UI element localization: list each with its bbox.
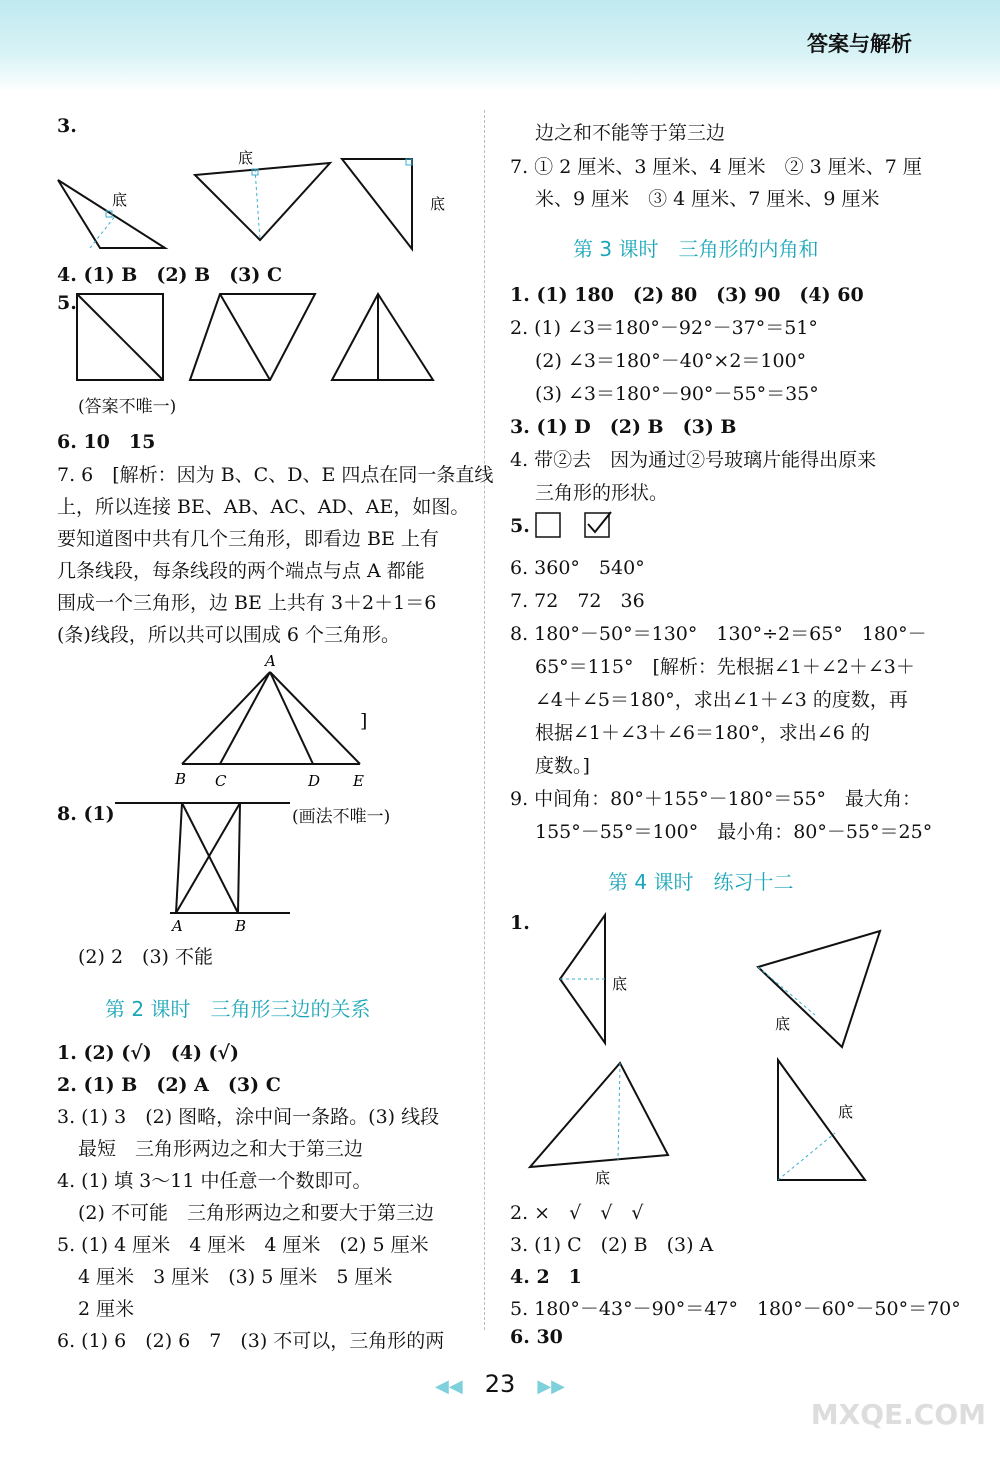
l3-item-8b: 65°＝115° [解析：先根据∠1＋∠2＋∠3＋	[535, 656, 915, 678]
l2-item-6: 6. (1) 6 (2) 6 7 (3) 不可以，三角形的两	[57, 1330, 445, 1352]
item-4: 4. (1) B (2) B (3) C	[57, 264, 283, 286]
l4-item-1: 1.	[510, 912, 530, 934]
l3-item-4-cont: 三角形的形状。	[535, 482, 669, 504]
l2-item-4: 4. (1) 填 3～11 中任意一个数即可。	[57, 1170, 372, 1192]
l3-item-6: 6. 360° 540°	[510, 557, 645, 579]
l4-item-3: 3. (1) C (2) B (3) A	[510, 1234, 714, 1256]
l3-item-2b: (2) ∠3＝180°－40°×2＝100°	[535, 350, 807, 372]
q5-shapes-figure	[75, 290, 440, 385]
l4-item-5: 5. 180°－43°－90°＝47° 180°－60°－50°＝70°	[510, 1298, 961, 1320]
next-arrows-icon: ▶▶	[537, 1376, 565, 1397]
label-B: B	[175, 770, 187, 788]
l4-label-di-3: 底	[595, 1169, 611, 1187]
watermark: MXQE.COM	[810, 1398, 986, 1431]
q7-triangle-figure	[165, 652, 380, 792]
item-5: 5.	[57, 292, 77, 314]
l2-item-1: 1. (2) (√) (4) (√)	[57, 1042, 240, 1064]
l2-item-2: 2. (1) B (2) A (3) C	[57, 1074, 281, 1096]
l4-label-di-1: 底	[612, 975, 628, 993]
l2-item-4-cont: (2) 不可能 三角形两边之和要大于第三边	[78, 1202, 434, 1224]
l3-item-8d: 根据∠1＋∠3＋∠6＝180°，求出∠6 的	[535, 722, 870, 744]
item-7-bracket: ]	[360, 710, 368, 732]
l4-q1-triangles	[520, 905, 920, 1200]
item-7-line2: 上，所以连接 BE、AB、AC、AD、AE，如图。	[57, 496, 470, 518]
l3-item-9: 9. 中间角：80°＋155°－180°＝55° 最大角：	[510, 788, 922, 810]
drawing-note: (画法不唯一)	[292, 807, 391, 827]
l4-item-6: 6. 30	[510, 1326, 563, 1348]
r-item-7-cont: 米、9 厘米 ③ 4 厘米、7 厘米、9 厘米	[535, 188, 880, 210]
item-7-line4: 几条线段，每条线段的两个端点与点 A 都能	[57, 560, 425, 582]
l4-item-4: 4. 2 1	[510, 1266, 582, 1288]
page-number: 23	[484, 1370, 516, 1398]
l2-item-5-cont2: 2 厘米	[78, 1298, 135, 1320]
l3-item-2c: (3) ∠3＝180°－90°－55°＝35°	[535, 383, 819, 405]
l2-item-5-cont: 4 厘米 3 厘米 (3) 5 厘米 5 厘米	[78, 1266, 393, 1288]
prev-arrows-icon: ◀◀	[434, 1376, 463, 1397]
q8-figure	[110, 795, 295, 940]
l3-item-4: 4. 带②去 因为通过②号玻璃片能得出原来	[510, 449, 877, 471]
l2-item-5: 5. (1) 4 厘米 4 厘米 4 厘米 (2) 5 厘米	[57, 1234, 429, 1256]
l3-item-9b: 155°－55°＝100° 最小角：80°－55°＝25°	[535, 821, 933, 843]
l2-item-3-cont: 最短 三角形两边之和大于第三边	[78, 1138, 364, 1160]
answer-note: (答案不唯一)	[78, 397, 177, 417]
label-C: C	[215, 772, 227, 790]
label-E: E	[353, 772, 364, 790]
item-7-line5: 围成一个三角形，边 BE 上共有 3＋2＋1＝6	[57, 592, 437, 614]
l3-item-7: 7. 72 72 36	[510, 590, 645, 612]
l4-label-di-4: 底	[838, 1103, 854, 1121]
item-7-line6: (条)线段，所以共可以围成 6 个三角形。	[57, 624, 400, 646]
label-A: A	[265, 652, 276, 670]
l3-item-5: 5.	[510, 515, 530, 537]
q5-boxes	[535, 510, 615, 542]
label-di-3: 底	[430, 195, 446, 213]
l3-item-8: 8. 180°－50°＝130° 130°÷2＝65° 180°－	[510, 623, 927, 645]
label-di-1: 底	[112, 191, 128, 209]
item-8-part2: (2) 2 (3) 不能	[78, 946, 213, 968]
column-divider	[484, 110, 485, 1330]
section-lesson-4: 第 4 课时 练习十二	[608, 870, 794, 894]
q3-triangles-figure	[50, 145, 460, 255]
header-title: 答案与解析	[807, 32, 912, 56]
label-di-2: 底	[238, 149, 254, 167]
section-lesson-2: 第 2 课时 三角形三边的关系	[105, 997, 371, 1021]
l3-item-8e: 度数。]	[535, 755, 590, 777]
section-lesson-3: 第 3 课时 三角形的内角和	[573, 237, 819, 261]
l3-item-2: 2. (1) ∠3＝180°－92°－37°＝51°	[510, 317, 818, 339]
label-B-8: B	[235, 917, 247, 935]
label-A-8: A	[172, 917, 183, 935]
r-item-6-cont: 边之和不能等于第三边	[535, 122, 726, 144]
item-3: 3.	[57, 115, 77, 137]
l3-item-3: 3. (1) D (2) B (3) B	[510, 416, 737, 438]
item-7-line1: 7. 6 [解析：因为 B、C、D、E 四点在同一条直线	[57, 464, 494, 486]
item-6: 6. 10 15	[57, 431, 156, 453]
l4-label-di-2: 底	[775, 1015, 791, 1033]
item-8: 8. (1)	[57, 803, 115, 825]
r-item-7: 7. ① 2 厘米、3 厘米、4 厘米 ② 3 厘米、7 厘	[510, 156, 922, 178]
l4-item-2: 2. × √ √ √	[510, 1202, 644, 1224]
l3-item-8c: ∠4＋∠5＝180°，求出∠1＋∠3 的度数，再	[535, 689, 908, 711]
l2-item-3: 3. (1) 3 (2) 图略，涂中间一条路。(3) 线段	[57, 1106, 440, 1128]
l3-item-1: 1. (1) 180 (2) 80 (3) 90 (4) 60	[510, 284, 864, 306]
item-7-line3: 要知道图中共有几个三角形，即看边 BE 上有	[57, 528, 439, 550]
label-D: D	[308, 772, 321, 790]
